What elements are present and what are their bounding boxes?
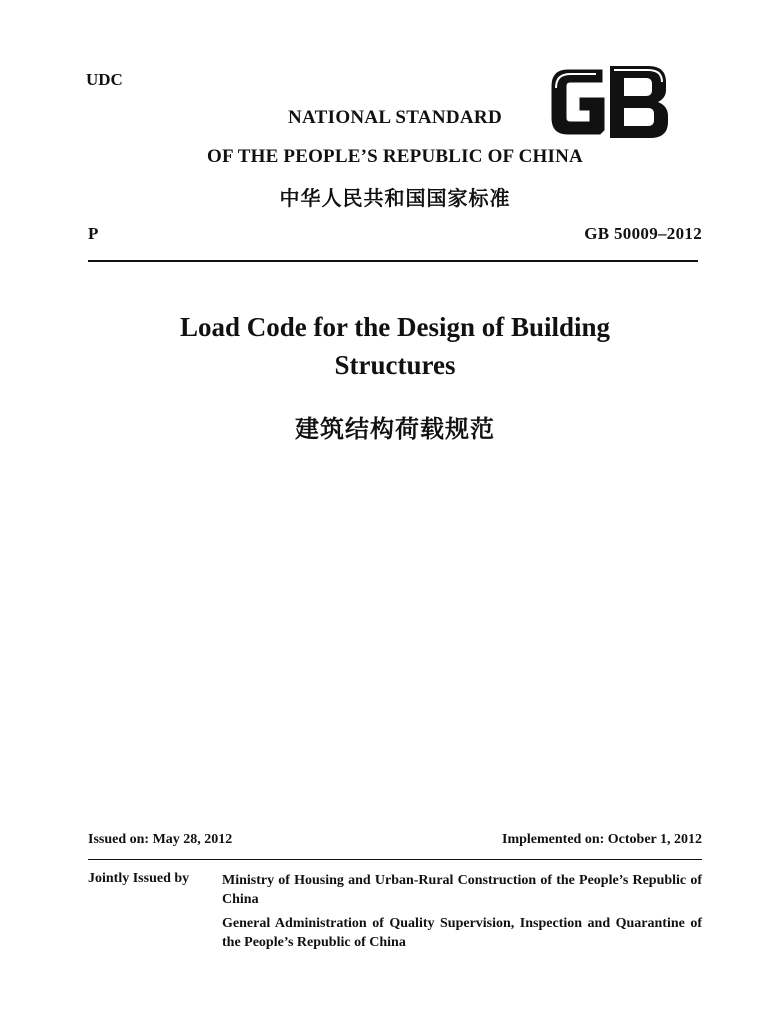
issuer-aqsiq: General Administration of Quality Supervision, Inspection and Quarantine of the People’s Republic of China (222, 916, 702, 950)
standard-title-line1: NATIONAL STANDARD (288, 107, 502, 128)
classification-code: P (88, 224, 99, 243)
standard-title-line2: OF THE PEOPLE’S REPUBLIC OF CHINA (207, 146, 583, 167)
issued-date: Issued on: May 28, 2012 (88, 832, 233, 847)
standard-title-chinese: 中华人民共和国国家标准 (279, 186, 511, 210)
document-title-chinese: 建筑结构荷载规范 (295, 415, 495, 443)
udc-label: UDC (86, 70, 123, 89)
jointly-issued-label: Jointly Issued by (88, 871, 190, 886)
gb-logo (546, 60, 672, 142)
document-title-line1: Load Code for the Design of Building (179, 312, 611, 342)
document-title-line2: Structures (334, 350, 456, 380)
implemented-date: Implemented on: October 1, 2012 (502, 832, 702, 847)
footer-divider (88, 859, 702, 860)
standard-number: GB 50009–2012 (584, 224, 702, 243)
header-divider (88, 260, 698, 262)
issuer-ministry: Ministry of Housing and Urban-Rural Construction of the People’s Republic of China (222, 873, 702, 907)
